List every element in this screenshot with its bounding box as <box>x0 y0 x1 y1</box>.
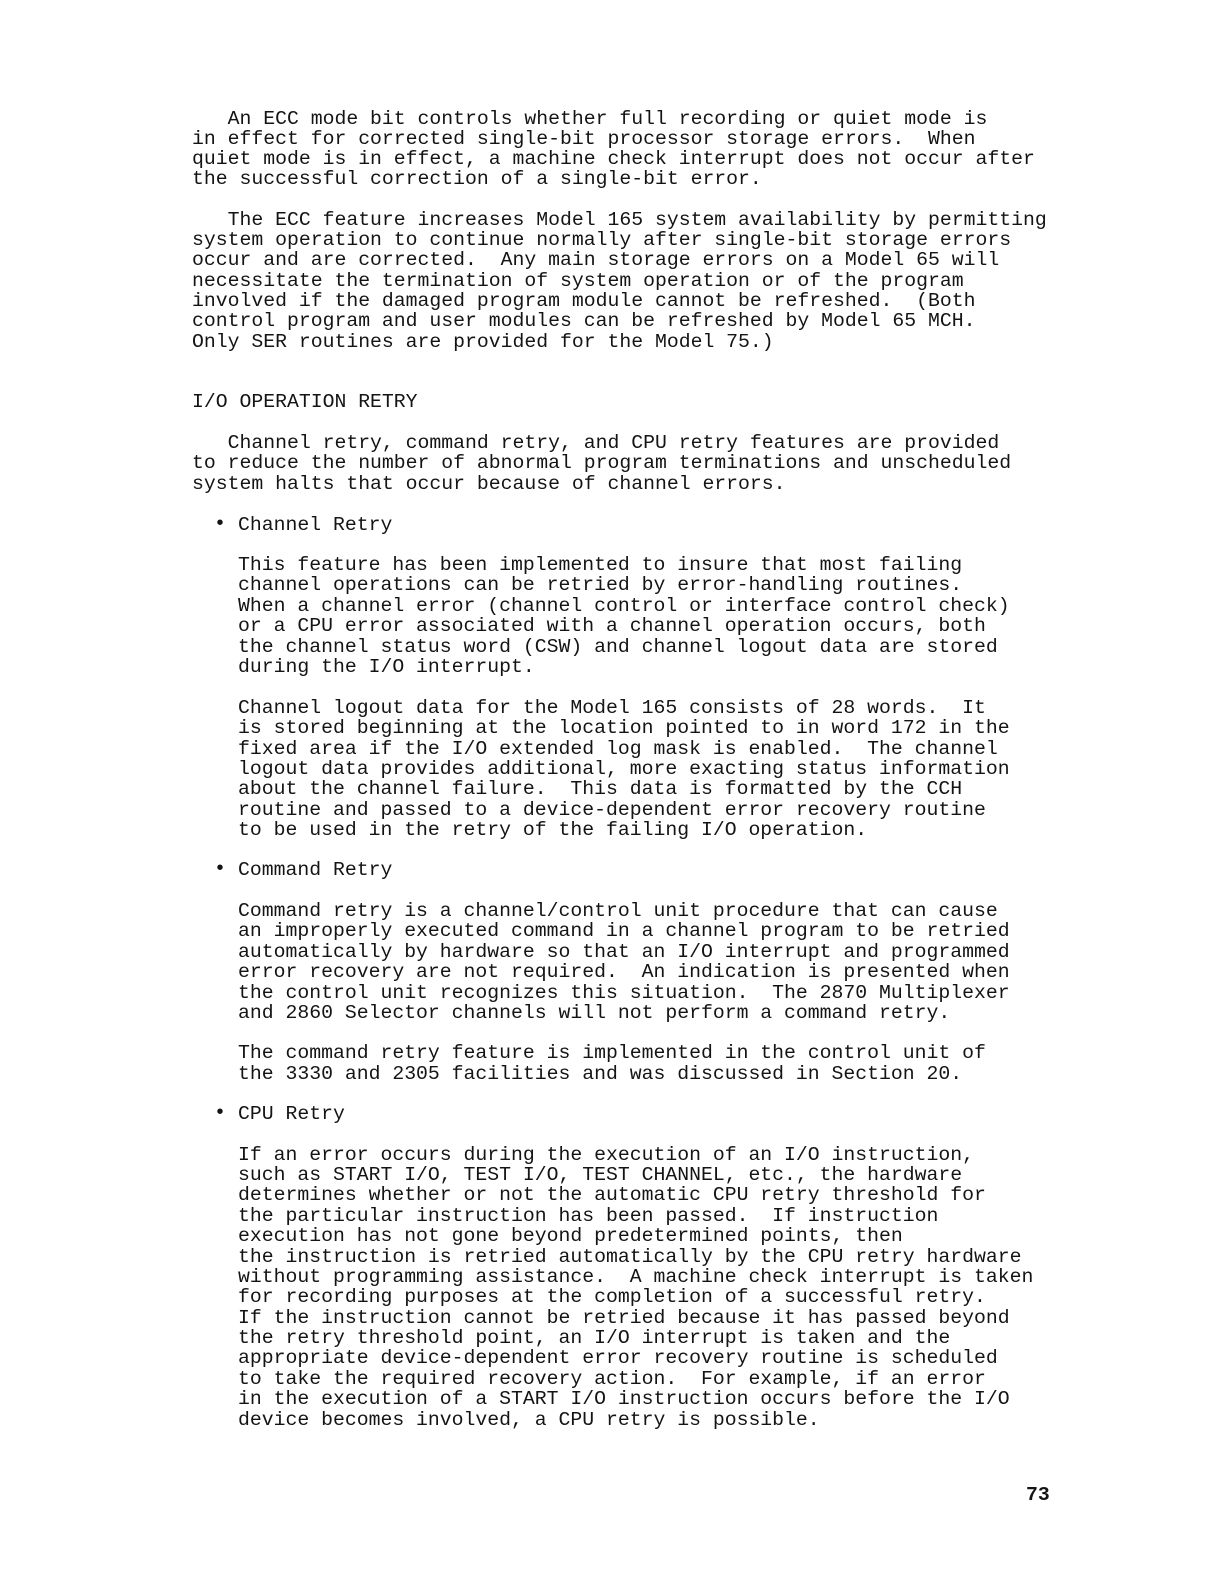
page-number: 73 <box>1026 1484 1050 1506</box>
text-line: Channel logout data for the Model 165 consists of 28 words. It <box>238 697 986 719</box>
bullet-icon: • <box>214 1102 227 1125</box>
text-line: without programming assistance. A machine check interrupt is taken <box>238 1266 1034 1288</box>
text-line: during the I/O interrupt. <box>238 656 535 678</box>
bullet-title: Channel Retry <box>238 514 393 536</box>
text-line: for recording purposes at the completion of a successful retry. <box>238 1286 986 1308</box>
bullet-icon: • <box>214 513 227 536</box>
text-line: Channel retry, command retry, and CPU retry features are provided <box>192 432 1000 454</box>
text-line: fixed area if the I/O extended log mask is enabled. The channel <box>238 738 998 760</box>
text-line: The command retry feature is implemented in the control unit of <box>238 1042 986 1064</box>
text-line: execution has not gone beyond predetermined points, then <box>238 1225 903 1247</box>
text-line: to take the required recovery action. For example, if an error <box>238 1368 986 1390</box>
text-line: to be used in the retry of the failing I/O operation. <box>238 819 868 841</box>
text-line: involved if the damaged program module cannot be refreshed. (Both <box>192 290 976 312</box>
text-line: such as START I/O, TEST I/O, TEST CHANNEL, etc., the hardware <box>238 1164 963 1186</box>
text-line: routine and passed to a device-dependent error recovery routine <box>238 799 986 821</box>
text-line: in the execution of a START I/O instruction occurs before the I/O <box>238 1388 1010 1410</box>
text-line: the 3330 and 2305 facilities and was discussed in Section 20. <box>238 1063 963 1085</box>
text-line: the control unit recognizes this situation. The 2870 Multiplexer <box>238 982 1010 1004</box>
text-line: determines whether or not the automatic CPU retry threshold for <box>238 1184 986 1206</box>
text-line: the successful correction of a single-bit error. <box>192 168 762 190</box>
text-line: the channel status word (CSW) and channel logout data are stored <box>238 636 998 658</box>
text-line: Command retry is a channel/control unit procedure that can cause <box>238 900 998 922</box>
text-line: control program and user modules can be refreshed by Model 65 MCH. <box>192 310 976 332</box>
text-line: the instruction is retried automatically by the CPU retry hardware <box>238 1246 1022 1268</box>
text-line: or a CPU error associated with a channel operation occurs, both <box>238 615 986 637</box>
bullet-title: CPU Retry <box>238 1103 345 1125</box>
text-line: device becomes involved, a CPU retry is possible. <box>238 1409 820 1431</box>
text-line: Only SER routines are provided for the Model 75.) <box>192 331 774 353</box>
text-line: the retry threshold point, an I/O interrupt is taken and the <box>238 1327 951 1349</box>
text-line: appropriate device-dependent error recovery routine is scheduled <box>238 1347 998 1369</box>
text-line: automatically by hardware so that an I/O interrupt and programmed <box>238 941 1010 963</box>
text-line: about the channel failure. This data is formatted by the CCH <box>238 778 963 800</box>
text-line: is stored beginning at the location pointed to in word 172 in the <box>238 717 1010 739</box>
text-line: error recovery are not required. An indication is presented when <box>238 961 1010 983</box>
section-heading: I/O OPERATION RETRY <box>192 391 418 413</box>
text-line: quiet mode is in effect, a machine check interrupt does not occur after <box>192 148 1035 170</box>
text-line: and 2860 Selector channels will not perform a command retry. <box>238 1002 951 1024</box>
text-line: the particular instruction has been passed. If instruction <box>238 1205 939 1227</box>
text-line: system halts that occur because of channel errors. <box>192 473 786 495</box>
text-line: If the instruction cannot be retried because it has passed beyond <box>238 1307 1010 1329</box>
text-line: channel operations can be retried by error-handling routines. <box>238 574 963 596</box>
text-line: an improperly executed command in a channel program to be retried <box>238 920 1010 942</box>
text-line: logout data provides additional, more exacting status information <box>238 758 1010 780</box>
bullet-icon: • <box>214 858 227 881</box>
text-line: An ECC mode bit controls whether full recording or quiet mode is <box>192 108 988 130</box>
text-line: occur and are corrected. Any main storage errors on a Model 65 will <box>192 249 1000 271</box>
text-line: When a channel error (channel control or interface control check) <box>238 595 1010 617</box>
text-line: The ECC feature increases Model 165 system availability by permitting <box>192 209 1047 231</box>
text-line: to reduce the number of abnormal program terminations and unscheduled <box>192 452 1012 474</box>
text-line: necessitate the termination of system operation or of the program <box>192 270 964 292</box>
text-line: in effect for corrected single-bit processor storage errors. When <box>192 128 976 150</box>
text-line: If an error occurs during the execution of an I/O instruction, <box>238 1144 974 1166</box>
text-line: system operation to continue normally after single-bit storage errors <box>192 229 1012 251</box>
bullet-title: Command Retry <box>238 859 393 881</box>
text-line: This feature has been implemented to insure that most failing <box>238 554 963 576</box>
